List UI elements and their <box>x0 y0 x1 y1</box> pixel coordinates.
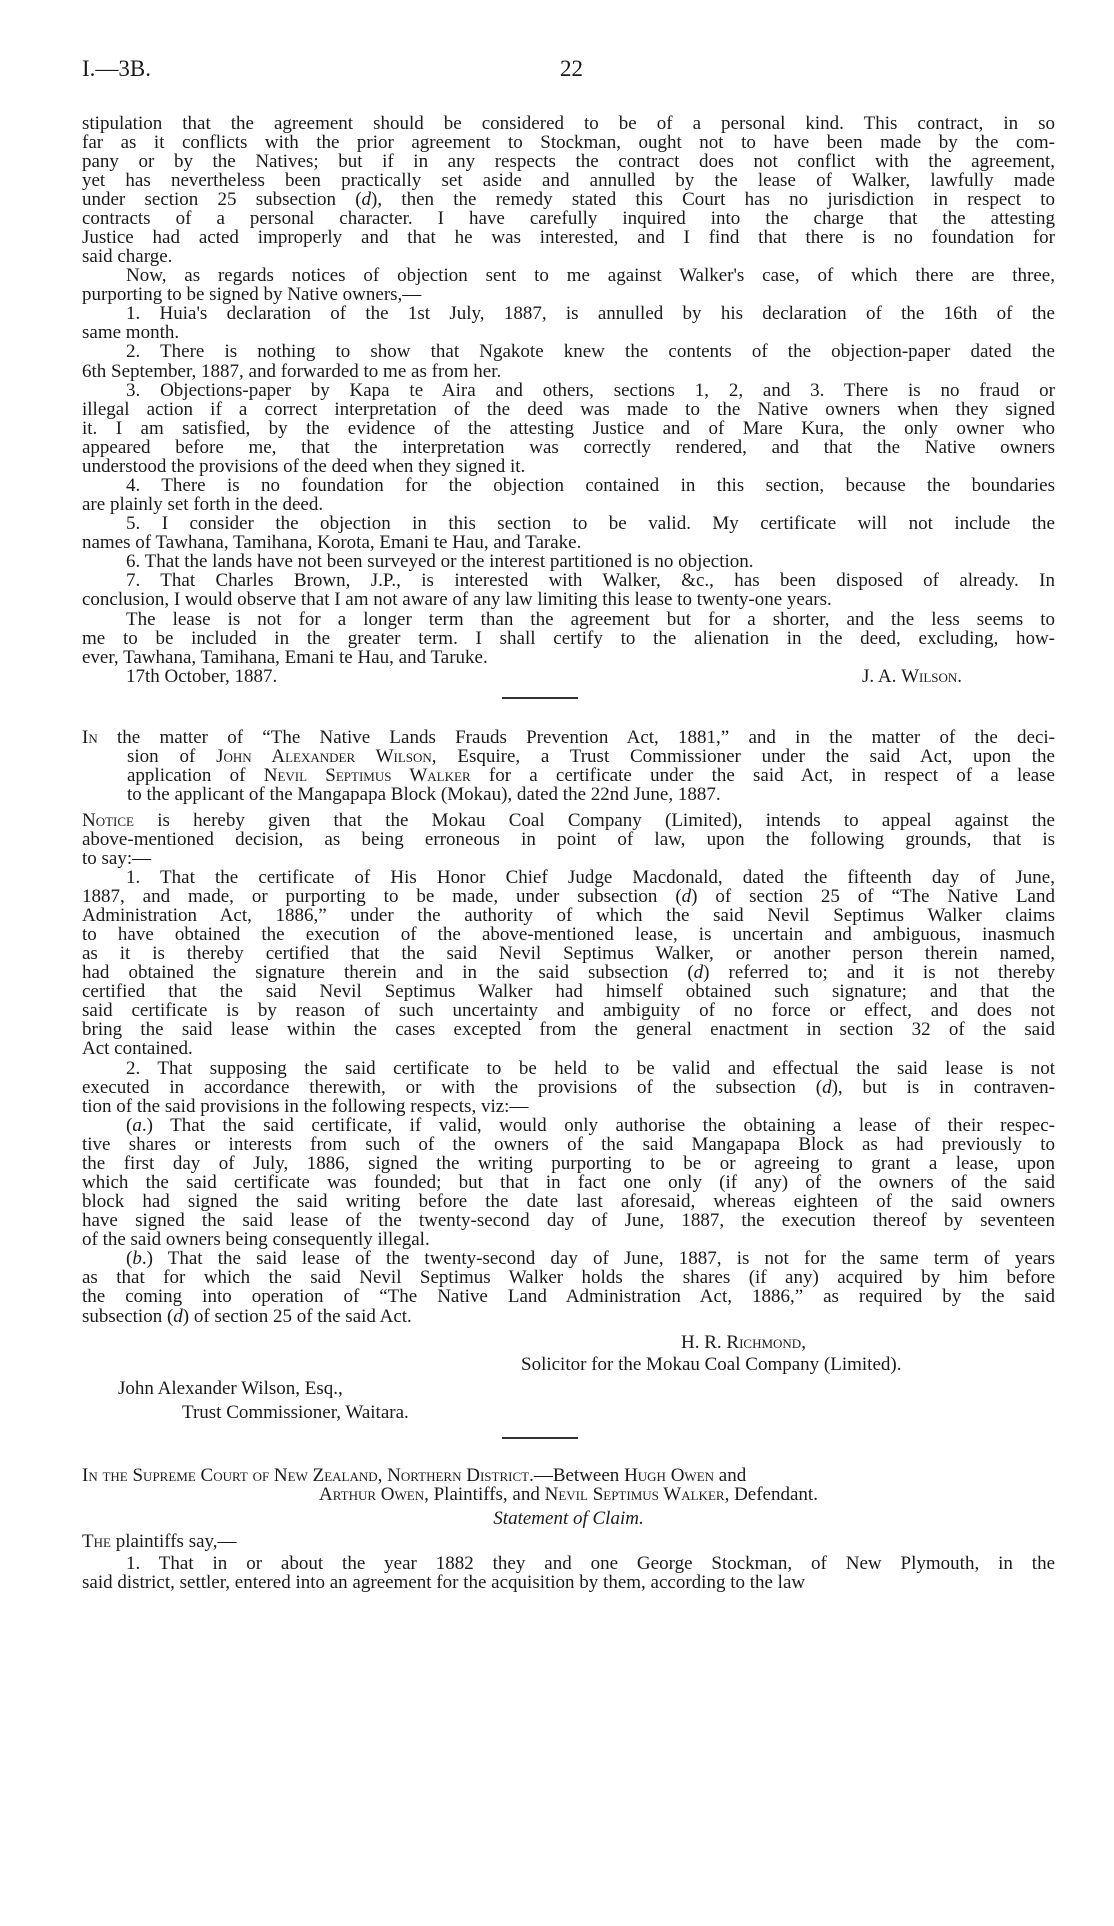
text-line: illegal action if a correct interpretation of the deed was made to the Native owners when they signed <box>82 398 1055 420</box>
paragraph <box>82 868 1055 1059</box>
claim-title-line2: Arthur Owen, Plaintiffs, and Nevil Septimus Walker, Defendant. <box>319 1484 818 1505</box>
document-code <box>82 56 151 82</box>
signature-punct: . <box>957 666 963 687</box>
section-divider <box>502 697 578 699</box>
paragraph <box>82 1059 1055 1116</box>
claim-intro <box>82 1531 237 1553</box>
signature-punct: , <box>801 1332 806 1353</box>
decision-signature <box>862 667 962 686</box>
small-caps-text: Hugh Owen <box>624 1464 715 1486</box>
text-line: pany or by the Natives; but if in any respects the contract does not conflict with the agreement, <box>82 150 1055 172</box>
text-line: Act contained. <box>82 1038 193 1060</box>
italic-text: d <box>173 1305 183 1327</box>
text-line: to have obtained the execution of the above-mentioned lease, is uncertain and ambiguous, inasmuch <box>82 923 1055 945</box>
paragraph <box>82 1116 1055 1250</box>
italic-text: d <box>693 962 704 984</box>
text-line: me to be included in the greater term. I shall certify to the alienation in the deed, excluding, how- <box>82 627 1055 649</box>
text-line: 6th September, 1887, and forwarded to me as from her. <box>82 360 502 382</box>
italic-text: d <box>361 188 372 210</box>
paragraph <box>82 728 1055 804</box>
text-line: 5. I consider the objection in this section to be valid. My certificate will not include the <box>126 513 1055 535</box>
text-line: Notice is hereby given that the Mokau Coal Company (Limited), intends to appeal against the <box>82 809 1055 831</box>
text-line: 2. There is nothing to show that Ngakote knew the contents of the objection-paper dated the <box>126 341 1055 363</box>
paragraph <box>82 476 1055 514</box>
paragraph <box>82 811 1055 868</box>
text-line: 1. That the certificate of His Honor Chief Judge Macdonald, dated the fifteenth day of June, <box>126 866 1055 888</box>
text-line: far as it conflicts with the prior agreement to Stockman, ought not to have been made by the com- <box>82 131 1055 153</box>
paragraph <box>82 114 1055 267</box>
text-line: (a.) That the said certificate, if valid, would only authorise the obtaining a lease of their respec- <box>126 1114 1055 1136</box>
text-line: stipulation that the agreement should be considered to be of a personal kind. This contract, in so <box>82 112 1055 134</box>
text-line: block had signed the said writing before the date last aforesaid, whereas eighteen of the said owners <box>82 1191 1055 1213</box>
text-line: Justice had acted improperly and that he was interested, and I find that there is no foundation for <box>82 226 1055 248</box>
addressee-name: John Alexander Wilson, Esq., <box>118 1378 343 1399</box>
text-line: names of Tawhana, Tamihana, Korota, Emani te Hau, and Tarake. <box>82 532 582 554</box>
text-line: 2. That supposing the said certificate to be held to be valid and effectual the said lease is not <box>126 1057 1055 1079</box>
appeal-title <box>82 728 1055 804</box>
small-caps-text: Nevil Septimus Walker <box>263 765 471 787</box>
italic-text: a <box>132 1114 142 1136</box>
text-line: 1. That in or about the year 1882 they and one George Stockman, of New Plymouth, in the <box>126 1553 1055 1574</box>
paragraph <box>82 1553 1055 1594</box>
text-line: 4. There is no foundation for the objection contained in this section, because the boundaries <box>126 474 1055 496</box>
small-caps-text: In the Supreme Court of New Zealand, Northern District <box>82 1464 530 1486</box>
page-number: 22 <box>560 56 583 81</box>
text-line: 7. That Charles Brown, J.P., is interested with Walker, &c., has been disposed of already. In <box>126 570 1055 592</box>
text-line: subsection (d) of section 25 of the said Act. <box>82 1305 412 1327</box>
text-line: (b.) That the said lease of the twenty-second day of June, 1887, is not for the same term of years <box>126 1248 1055 1270</box>
text-line: as it is thereby certified that the said Nevil Septimus Walker, or another person therein named, <box>82 943 1055 965</box>
text-line: understood the provisions of the deed when they signed it. <box>82 455 526 477</box>
document-code-suffix: B. <box>129 56 152 81</box>
paragraph <box>82 1466 1055 1485</box>
paragraph <box>82 304 1055 342</box>
small-caps-text: Nevil Septimus Walker <box>544 1484 725 1505</box>
paragraph <box>82 342 1055 380</box>
small-caps-text: John Alexander Wilson <box>216 746 432 768</box>
signature-name: Wilson <box>901 666 958 687</box>
text-line: are plainly set forth in the deed. <box>82 494 324 516</box>
text-line: contracts of a personal character. I have carefully inquired into the charge that the attesting <box>82 207 1055 229</box>
paragraph <box>82 571 1055 609</box>
text-line: under section 25 subsection (d), then the remedy stated this Court has no jurisdiction in respect to <box>82 188 1055 210</box>
text-line: 1887, and made, or purporting to be made, under subsection (d) of section 25 of “The Native Land <box>82 885 1055 907</box>
text-line: sion of John Alexander Wilson, Esquire, a Trust Commissioner under the said Act, upon the <box>127 746 1055 768</box>
section-divider <box>502 1437 578 1439</box>
text-line: said district, settler, entered into an agreement for the acquisition by them, according to the law <box>82 1572 806 1594</box>
decision-text <box>82 114 1055 667</box>
text-line: to the applicant of the Mangapapa Block (Mokau), dated the 22nd June, 1887. <box>127 784 721 806</box>
decision-date: 17th October, 1887. <box>126 666 278 687</box>
text-line: the first day of July, 1886, signed the writing purporting to be or agreeing to grant a lease, upon <box>82 1152 1055 1174</box>
text-line: said certificate is by reason of such uncertainty and ambiguity of no force or effect, and does not <box>82 1000 1055 1022</box>
text-line: same month. <box>82 322 180 344</box>
paragraph <box>82 266 1055 304</box>
text-line: appeared before me, that the interpretation was correctly rendered, and that the Native owners <box>82 436 1055 458</box>
small-caps-text: Notice <box>82 809 134 831</box>
text-line: 6. That the lands have not been surveyed or the interest partitioned is no objection. <box>126 551 754 573</box>
text-line: executed in accordance therewith, or with the provisions of the subsection (d), but is in contraven- <box>82 1076 1055 1098</box>
text-line: ever, Tawhana, Tamihana, Emani te Hau, and Taruke. <box>82 646 488 668</box>
text-line: tion of the said provisions in the following respects, viz:— <box>82 1095 529 1117</box>
text-line: Now, as regards notices of objection sent to me against Walker's case, of which there are three, <box>126 265 1055 287</box>
paragraph <box>82 552 1055 571</box>
claim-intro-sc: The <box>82 1531 111 1552</box>
text-line: 3. Objections-paper by Kapa te Aira and others, sections 1, 2, and 3. There is no fraud or <box>126 379 1055 401</box>
paragraph <box>82 610 1055 667</box>
claim-body <box>82 1553 1055 1594</box>
addressee-title: Trust Commissioner, Waitara. <box>182 1402 409 1423</box>
text-line: it. I am satisfied, by the evidence of the attesting Justice and of Mare Kura, the only owner who <box>82 417 1055 439</box>
italic-text: d <box>822 1076 832 1098</box>
text-line: yet has nevertheless been practically set aside and annulled by the lease of Walker, lawfully made <box>82 169 1055 191</box>
text-line: conclusion, I would observe that I am not aware of any law limiting this lease to twenty-one years. <box>82 589 832 611</box>
paragraph <box>82 381 1055 476</box>
text-line: have signed the said lease of the twenty-second day of June, 1887, the execution thereof by seventeen <box>82 1210 1055 1232</box>
appeal-notice-text <box>82 811 1055 1326</box>
signature-initials: J. A. <box>862 666 902 687</box>
text-line: In the matter of “The Native Lands Frauds Prevention Act, 1881,” and in the matter of the deci- <box>82 727 1055 748</box>
italic-text: b <box>132 1248 142 1270</box>
text-line: had obtained the signature therein and in the said subsection (d) referred to; and it is not thereby <box>82 962 1055 984</box>
text-line: certified that the said Nevil Septimus Walker had himself obtained such signature; and that the <box>82 981 1055 1003</box>
solicitor-title: Solicitor for the Mokau Coal Company (Limited). <box>521 1354 902 1375</box>
solicitor-signature <box>681 1332 806 1354</box>
text-line: 1. Huia's declaration of the 1st July, 1887, is annulled by his declaration of the 16th of the <box>126 303 1055 325</box>
text-line: said charge. <box>82 246 173 268</box>
claim-subtitle: Statement of Claim. <box>493 1508 644 1529</box>
small-caps-text: In <box>82 727 98 748</box>
italic-text: d <box>681 885 692 907</box>
document-code-main: I.—3 <box>82 56 130 81</box>
text-line: to say:— <box>82 847 152 869</box>
small-caps-text: Arthur Owen <box>319 1484 425 1505</box>
claim-title <box>82 1466 1055 1485</box>
signature-initials: H. R. <box>681 1332 727 1353</box>
claim-intro-rest: plaintiffs say,— <box>110 1531 237 1552</box>
text-line: bring the said lease within the cases excepted from the general enactment in section 32 of the said <box>82 1019 1055 1041</box>
text-line: application of Nevil Septimus Walker for a certificate under the said Act, in respect of a lease <box>127 765 1055 787</box>
text-line: In the Supreme Court of New Zealand, Northern District.—Between Hugh Owen and <box>82 1464 747 1486</box>
text-line: The lease is not for a longer term than the agreement but for a shorter, and the less seems to <box>126 608 1055 630</box>
text-line: the coming into operation of “The Native Land Administration Act, 1886,” as required by the said <box>82 1286 1055 1308</box>
text-line: purporting to be signed by Native owners,— <box>82 284 422 306</box>
paragraph <box>82 514 1055 552</box>
text-line: above-mentioned decision, as being erroneous in point of law, upon the following grounds, that is <box>82 828 1055 850</box>
text-line: tive shares or interests from such of the owners of the said Mangapapa Block as had previously to <box>82 1133 1055 1155</box>
paragraph <box>82 1249 1055 1325</box>
text-line: as that for which the said Nevil Septimus Walker holds the shares (if any) acquired by him before <box>82 1267 1055 1289</box>
signature-name: Richmond <box>726 1332 802 1353</box>
text-line: of the said owners being consequently illegal. <box>82 1229 430 1251</box>
text-line: Administration Act, 1886,” under the authority of which the said Nevil Septimus Walker claims <box>82 904 1055 926</box>
text-line: which the said certificate was founded; but that in fact one only (if any) of the owners of the said <box>82 1171 1055 1193</box>
